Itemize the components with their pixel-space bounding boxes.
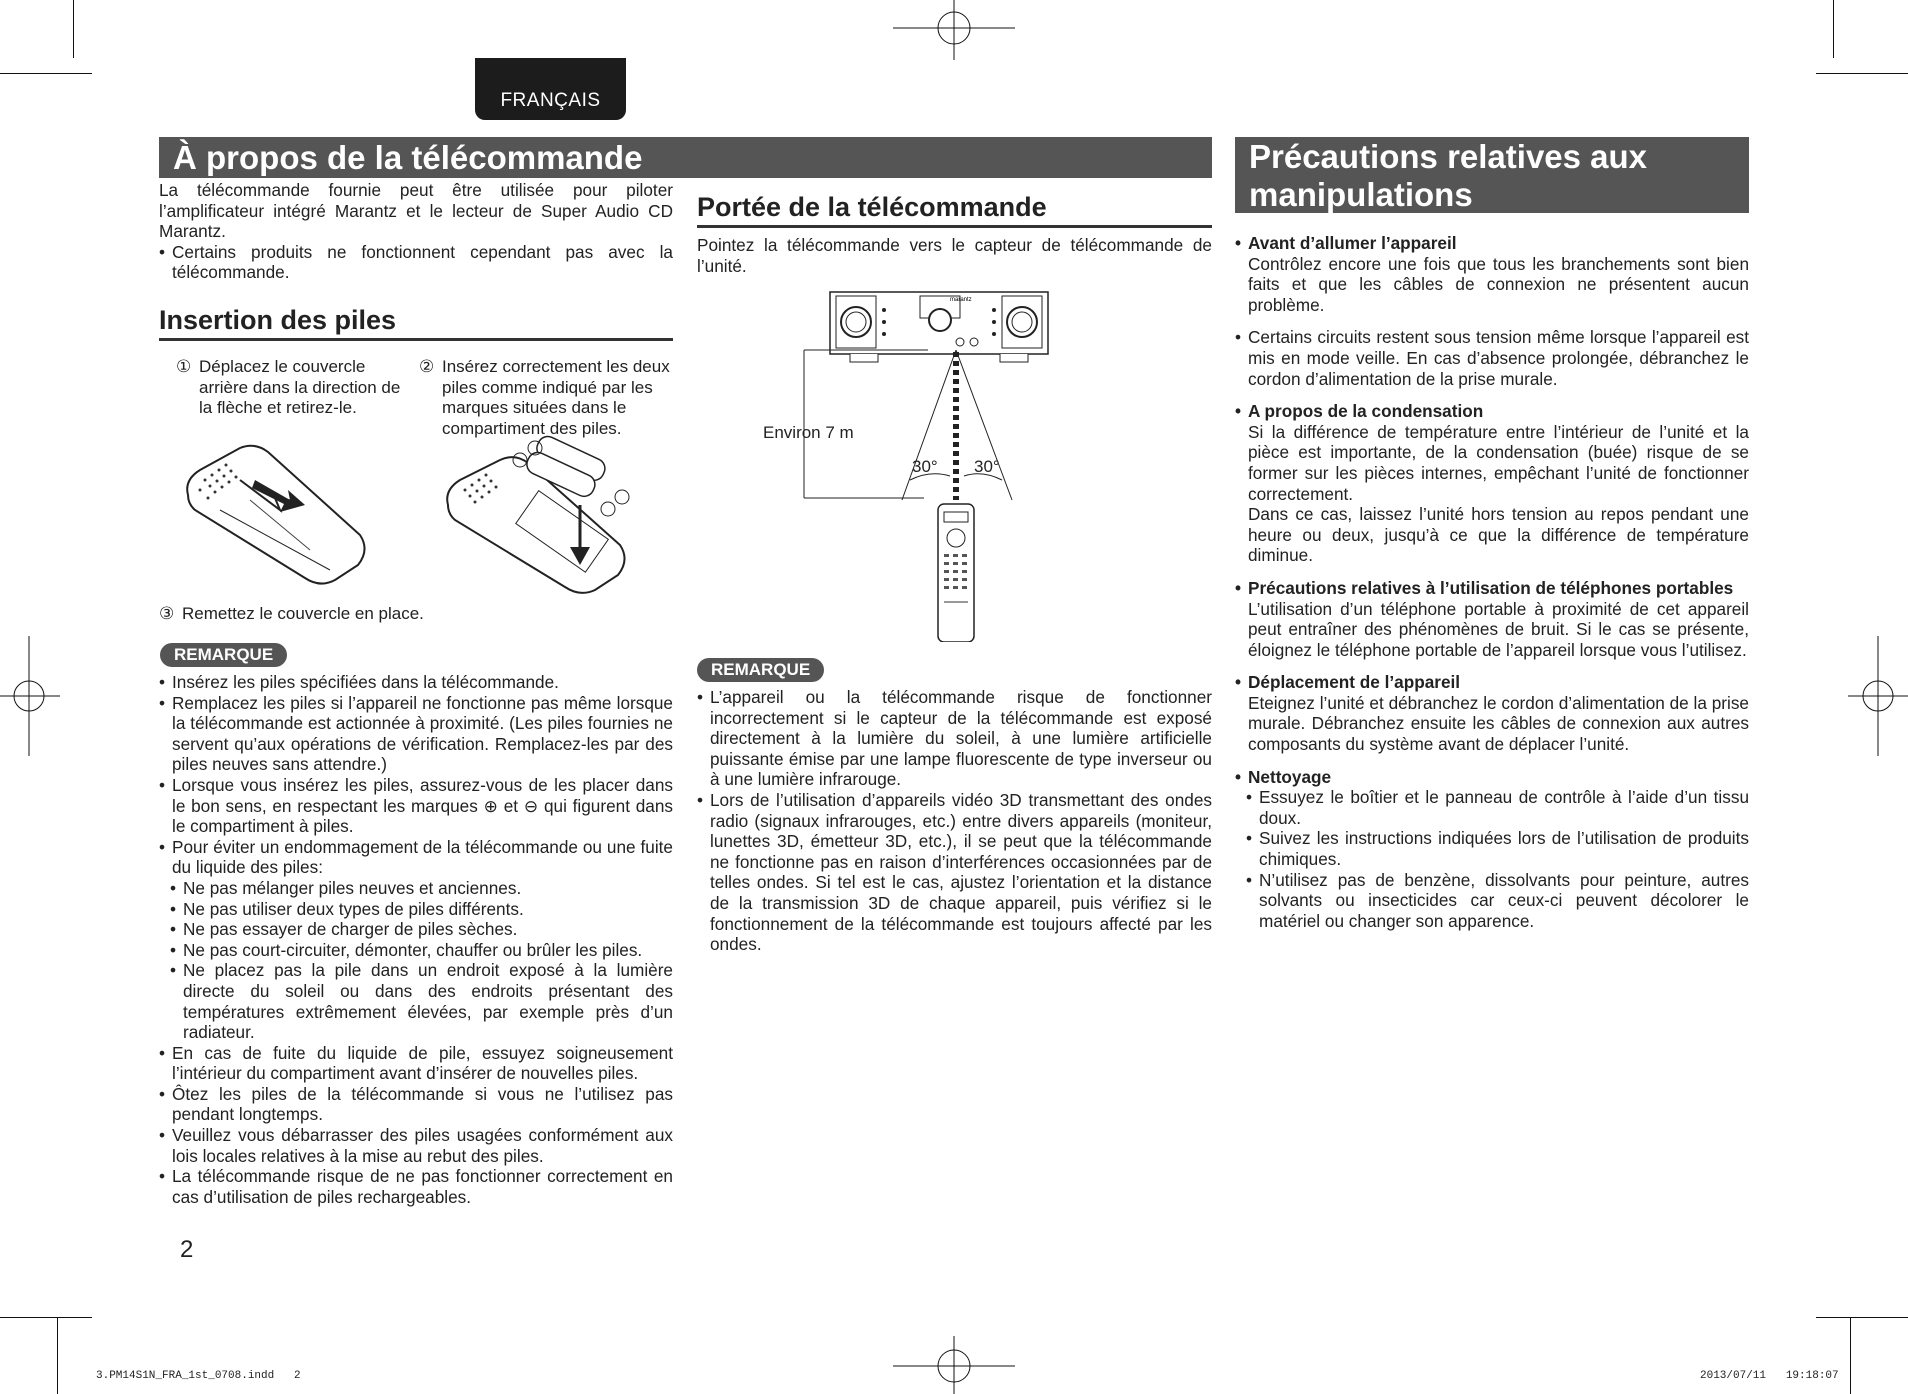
step-2 bbox=[419, 357, 673, 439]
step-text: Déplacez le couvercle arrière dans la direction de la flèche et retirez-le. bbox=[199, 357, 401, 418]
precaution-heading: • A propos de la condensation bbox=[1235, 401, 1749, 422]
note-item: • Pour éviter un endommagement de la télécommande ou une fuite du liquide des piles: bbox=[159, 837, 673, 878]
section-title-precautions bbox=[1235, 137, 1749, 213]
registration-mark-right bbox=[1848, 636, 1908, 756]
note-item: • Ôtez les piles de la télécommande si vous ne l’utilisez pas pendant longtemps. bbox=[159, 1084, 673, 1125]
note-item: • Lors de l’utilisation d’appareils vidéo 3D transmettant des ondes radio (signaux infrarouges, etc.) entre divers appareils (moniteur, lunettes 3D, émetteur 3D, etc.), il se peut que la télécommande ne fonctionne pas en raison d’interférences occasionnées par de telles ondes. Si tel est le cas, ajustez l’orientation et la distance de la transmission 3D de chaque appareil, puis vérifiez si le fonctionnement de la télécommande est toujours affecté par les ondes. bbox=[697, 790, 1212, 955]
section-title-remote bbox=[159, 137, 1212, 178]
note-badge-2 bbox=[697, 658, 824, 682]
intro-block bbox=[159, 180, 673, 283]
cleaning-item: • N’utilisez pas de benzène, dissolvants pour peinture, autres solvants ou insecticides car ceux-ci peuvent décolorer le matériel ou changer son apparence. bbox=[1235, 870, 1749, 932]
note-item: • En cas de fuite du liquide de pile, essuyez soigneusement l’intérieur du compartiment avant d’insérer de nouvelles piles. bbox=[159, 1043, 673, 1084]
angle-left-label: 30° bbox=[912, 457, 938, 476]
registration-mark-top bbox=[893, 0, 1015, 60]
range-distance-label: Environ 7 m bbox=[763, 423, 854, 442]
remote-batteries-illustration bbox=[440, 435, 640, 600]
precaution-body: Dans ce cas, laissez l’unité hors tension au repos pendant une heure ou deux, jusqu’à ce que la différence de température diminue. bbox=[1248, 504, 1749, 566]
section-title-text: À propos de la télécommande bbox=[173, 139, 643, 176]
angle-right-label: 30° bbox=[974, 457, 1000, 476]
precaution-body: Si la différence de température entre l’intérieur de l’unité et la pièce est importante, de la condensation (buée) risque de se former sur les pièces internes, empêchant l’unité de fonctionner correctement. bbox=[1248, 421, 1749, 504]
note-item: • Lorsque vous insérez les piles, assurez-vous de les placer dans le bon sens, en respectant les marques ⊕ et ⊖ qui figurent dans le compartiment à piles. bbox=[159, 775, 673, 837]
precaution-heading: • Nettoyage bbox=[1235, 767, 1749, 788]
intro-bullet: • Certains produits ne fonctionnent cependant pas avec la télécommande. bbox=[159, 242, 673, 283]
sub-note-item: • Ne pas mélanger piles neuves et anciennes. bbox=[159, 878, 673, 899]
remote-range-text: Pointez la télécommande vers le capteur de télécommande de l’unité. bbox=[697, 235, 1212, 276]
footer-date: 2013/07/11 19:18:07 bbox=[1700, 1370, 1839, 1382]
precautions-list bbox=[1235, 233, 1749, 931]
sub-note-item: • Ne pas court-circuiter, démonter, chauffer ou brûler les piles. bbox=[159, 940, 673, 961]
range-notes bbox=[697, 687, 1212, 955]
remote-range-heading: Portée de la télécommande bbox=[697, 192, 1212, 228]
brand-logo-text: marantz bbox=[950, 297, 972, 303]
note-item: • Remplacez les piles si l’appareil ne fonctionne pas même lorsque la télécommande est actionnée à proximité. (Les piles fournies ne servent qu’aux opérations de vérification. Remplacez-les par des piles neuves sans attendre.) bbox=[159, 693, 673, 775]
cleaning-item: • Essuyez le boîtier et le panneau de contrôle à l’aide d’un tissu doux. bbox=[1235, 787, 1749, 828]
step-number: ① bbox=[176, 357, 192, 376]
note-item: • L’appareil ou la télécommande risque de fonctionner incorrectement si le capteur de la télécommande est exposé directement à la lumière du soleil, à une lumière artificielle puissante émise par une lampe fluorescente de type inverseur ou à une lumière infrarouge. bbox=[697, 687, 1212, 790]
remote-range-diagram bbox=[760, 290, 1060, 642]
sub-note-item: • Ne placez pas la pile dans un endroit exposé à la lumière directe du soleil ou dans des endroits présentant des températures extrêmement élevées, par exemple près d’un radiateur. bbox=[159, 960, 673, 1042]
step-1 bbox=[176, 357, 406, 419]
page-number: 2 bbox=[180, 1236, 194, 1263]
registration-mark-left bbox=[0, 636, 60, 756]
battery-notes bbox=[159, 672, 673, 1207]
precaution-heading: • Déplacement de l’appareil bbox=[1235, 672, 1749, 693]
sub-note-item: • Ne pas utiliser deux types de piles différents. bbox=[159, 899, 673, 920]
precaution-body: • Certains circuits restent sous tension même lorsque l’appareil est mis en mode veille. En cas d’absence prolongée, débranchez le cordon d’alimentation de la prise murale. bbox=[1235, 327, 1749, 389]
note-item: • La télécommande risque de ne pas fonctionner correctement en cas d’utilisation de piles rechargeables. bbox=[159, 1166, 673, 1207]
precaution-heading: • Avant d’allumer l’appareil bbox=[1235, 233, 1749, 254]
cleaning-item: • Suivez les instructions indiquées lors de l’utilisation de produits chimiques. bbox=[1235, 828, 1749, 869]
precaution-heading: • Précautions relatives à l’utilisation de téléphones portables bbox=[1235, 578, 1749, 599]
step-text: Remettez le couvercle en place. bbox=[182, 604, 424, 623]
registration-mark-bottom bbox=[893, 1336, 1015, 1394]
footer-file: 3.PM14S1N_FRA_1st_0708.indd 2 bbox=[96, 1370, 301, 1382]
note-item: • Insérez les piles spécifiées dans la télécommande. bbox=[159, 672, 673, 693]
language-tab: FRANÇAIS bbox=[475, 58, 626, 120]
note-label: REMARQUE bbox=[697, 658, 824, 682]
note-badge-1 bbox=[160, 643, 287, 667]
intro-text: La télécommande fournie peut être utilisée pour piloter l’amplificateur intégré Marantz et le lecteur de Super Audio CD Marantz. bbox=[159, 180, 673, 242]
precaution-body: L’utilisation d’un téléphone portable à proximité de cet appareil peut entraîner des phénomènes de bruit. Si le cas se présente, éloignez le téléphone portable de l’appareil lorsque vous l’utilisez. bbox=[1248, 598, 1749, 660]
step-3 bbox=[159, 604, 659, 625]
note-label: REMARQUE bbox=[160, 643, 287, 667]
remote-cover-illustration bbox=[180, 440, 380, 590]
section-title-line: manipulations bbox=[1249, 176, 1473, 213]
step-number: ③ bbox=[159, 604, 175, 623]
insert-batteries-heading: Insertion des piles bbox=[159, 305, 673, 341]
section-title-line: Précautions relatives aux bbox=[1249, 138, 1648, 175]
step-text: Insérez correctement les deux piles comme indiqué par les marques situées dans le compartiment des piles. bbox=[442, 357, 670, 438]
sub-note-item: • Ne pas essayer de charger de piles sèches. bbox=[159, 919, 673, 940]
step-number: ② bbox=[419, 357, 435, 376]
precaution-body: Contrôlez encore une fois que tous les branchements sont bien faits et que les câbles de connexion ne présentent aucun problème. bbox=[1248, 253, 1749, 315]
note-item: • Veuillez vous débarrasser des piles usagées conformément aux lois locales relatives à la mise au rebut des piles. bbox=[159, 1125, 673, 1166]
precaution-body: Eteignez l’unité et débranchez le cordon d’alimentation de la prise murale. Débranchez ensuite les câbles de connexion aux autres composants du système avant de déplacer l’unité. bbox=[1248, 692, 1749, 755]
